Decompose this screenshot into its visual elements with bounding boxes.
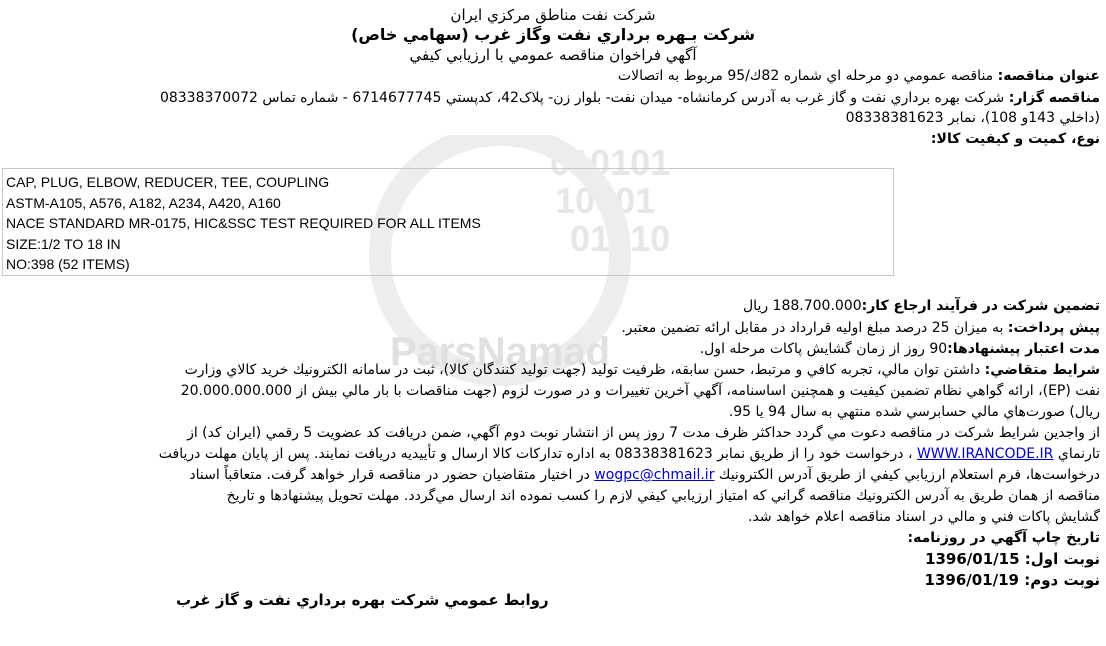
notice-title: آگهي فراخوان مناقصه عمومي با ارزيابي کيفي xyxy=(409,46,697,64)
first-print-row xyxy=(6,549,1100,569)
invitation-line-3-pre: درخواست‌ها، فرم استعلام ارزيابي کيفي از طريق آدرس الکترونيك xyxy=(714,467,1100,483)
print-dates-label: تاريخ چاپ آگهي در روزنامه: xyxy=(907,530,1100,546)
tenderer-value-1: شرکت بهره برداري نفت و گاز غرب به آدرس کرمانشاه- ميدان نفت- بلوار زن- پلاک42، کدپستي 6714677745 - شماره تماس 08338370072 xyxy=(159,90,1009,106)
invitation-line-3 xyxy=(6,465,1100,485)
validity-value: 90 روز از زمان گشايش پاکات مرحله اول. xyxy=(699,341,948,357)
company-name: شرکت بـهره برداري نفت وگاز غرب (سهامي خاص) xyxy=(351,25,755,44)
invitation-line-1: از واجدين شرايط شرکت در مناقصه دعوت مي گردد حداکثر ظرف مدت 7 روز پس از انتشار نوبت دوم آگهي، ضمن دريافت کد عضويت 5 رقمي (ايران کد) از xyxy=(187,425,1100,441)
guarantee-label: تضمين شرکت در فرآيند ارجاع کار: xyxy=(861,298,1100,314)
goods-spec-line: NACE STANDARD MR-0175, HIC&SSC TEST REQUIRED FOR ALL ITEMS xyxy=(6,215,481,231)
watermark-digits-3: 01010 xyxy=(570,218,671,259)
first-print-date: 1396/01/15 xyxy=(925,550,1025,568)
tenderer-row xyxy=(6,88,1100,108)
second-print-date: 1396/01/19 xyxy=(924,571,1025,589)
tender-title-value: مناقصه عمومي دو مرحله اي شماره 82ك/95 مربوط به اتصالات xyxy=(617,68,998,84)
goods-spec-line: ASTM-A105, A576, A182, A234, A420, A160 xyxy=(6,194,281,211)
guarantee-row xyxy=(6,296,1100,316)
tender-title-label: عنوان مناقصه: xyxy=(997,68,1100,84)
goods-spec-line: CAP, PLUG, ELBOW, REDUCER, TEE, COUPLING xyxy=(6,174,330,190)
conditions-row xyxy=(6,360,1100,380)
conditions-line-3: ريال) صورت‌هاي مالي حسابرسي شده منتهي به سال 94 يا 95. xyxy=(728,404,1100,420)
prepayment-label: پيش پرداخت: xyxy=(1007,320,1100,336)
conditions-line-2: نفت (EP)، ارائه گواهي نظام تضمين کيفيت و همچنين اساسنامه، آگهي آخرين تغييرات و در صورت لزوم (جهت مناقصات با بار مالي بيش از 20.000.000.000 xyxy=(180,383,1100,399)
prepayment-row xyxy=(6,318,1100,338)
first-print-label: نوبت اول: xyxy=(1024,550,1100,568)
watermark-digits-1: 010101 xyxy=(550,142,671,183)
invitation-line-2-post: ، درخواست خود را از طريق نمابر 08338381623 به اداره تدارکات کالا ارسال و تأييديه دريافت نمايند. پس از پايان مهلت دريافت xyxy=(158,446,917,462)
tenderer-label: مناقصه گزار: xyxy=(1008,90,1100,106)
irancode-link[interactable]: WWW.IRANCODE.IR xyxy=(916,446,1054,462)
goods-spec-line: NO:398 (52 ITEMS) xyxy=(6,256,130,272)
tender-title-row xyxy=(6,66,1100,86)
signature: روابط عمومي شرکت بهره برداري نفت و گاز غرب xyxy=(176,591,549,609)
prepayment-value: به ميزان 25 درصد مبلغ اوليه قرارداد در مقابل ارائه تضمين معتبر. xyxy=(621,320,1008,336)
conditions-label: شرايط متقاضي: xyxy=(984,362,1100,378)
goods-spec-line: SIZE:1/2 TO 18 IN xyxy=(6,235,121,252)
invitation-line-2-pre: تارنماي xyxy=(1053,446,1100,462)
conditions-line-1: داشتن توان مالي، تجربه کافي و مرتبط، حسن سابقه، ظرفيت توليد (جهت توليد کنندگان کالا)، ثبت در سامانه الکترونيك خريد کالاي وزارت xyxy=(184,362,985,378)
tenderer-row-2: (داخلي 143و 108)، نمابر 08338381623 xyxy=(845,110,1100,126)
invitation-line-5: گشايش پاکات فني و مالي در اسناد مناقصه اعلام خواهد شد. xyxy=(748,509,1100,525)
watermark-digits-2: 10001 xyxy=(555,180,656,221)
goods-label: نوع، کميت و کيفيت کالا: xyxy=(930,131,1100,147)
goods-spec-box xyxy=(2,168,894,276)
invitation-line-4: مناقصه از همان طريق به آدرس الکترونيك مناقصه گراني که امتياز ارزيابي کيفي لازم را کسب نموده اند ارسال مي‌گردد. مهلت تحويل پيشنهادها و تاريخ xyxy=(226,488,1100,504)
guarantee-value: 188.700.000 ريال xyxy=(743,298,862,314)
second-print-row xyxy=(6,570,1100,590)
invitation-line-2 xyxy=(6,444,1100,464)
watermark-brand: ParsNamad xyxy=(390,330,611,374)
company-parent: شرکت نفت مناطق مرکزي ايران xyxy=(450,6,656,24)
second-print-label: نوبت دوم: xyxy=(1024,571,1100,589)
email-link[interactable]: wogpc@chmail.ir xyxy=(594,467,715,483)
invitation-line-3-post: در اختيار متقاضيان حضور در مناقصه قرار خواهد گرفت. متعاقباً اسناد xyxy=(189,467,595,483)
validity-row xyxy=(6,339,1100,359)
validity-label: مدت اعتبار پيشنهادها: xyxy=(947,341,1100,357)
